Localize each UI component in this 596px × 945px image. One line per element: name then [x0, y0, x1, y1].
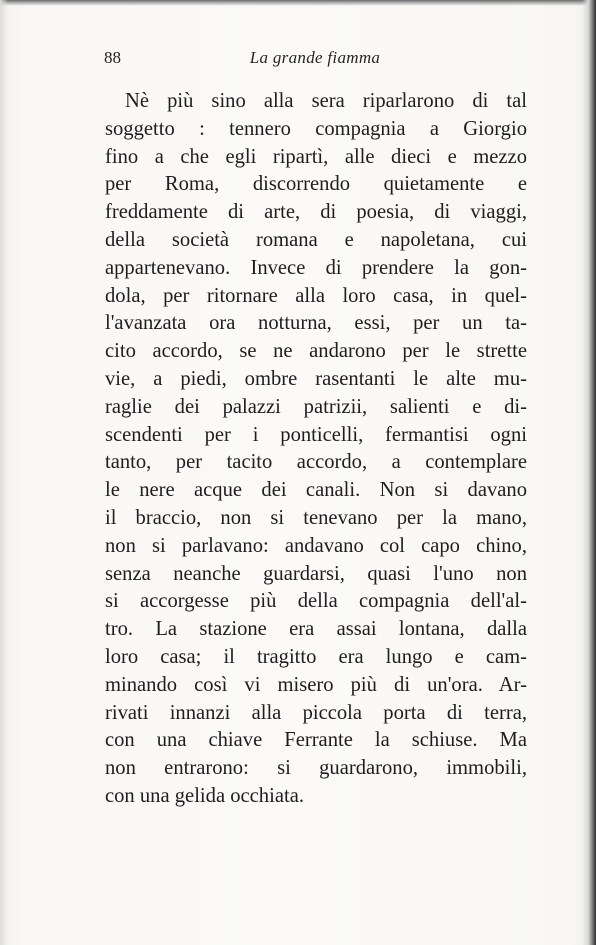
text-line: soggetto : tennero compagnia a Giorgio: [105, 117, 527, 140]
text-line: senza neanche guardarsi, quasi l'uno non: [105, 562, 527, 585]
text-line: con una chiave Ferrante la schiuse. Ma: [105, 729, 527, 752]
text-line: freddamente di arte, di poesia, di viaggi,: [105, 201, 527, 224]
text-line: tro. La stazione era assai lontana, dalla: [105, 618, 527, 641]
text-line: le nere acque dei canali. Non si davano: [105, 479, 527, 502]
text-line: dola, per ritornare alla loro casa, in quel-: [105, 284, 527, 307]
text-line: si accorgesse più della compagnia dell'al-: [105, 590, 527, 613]
text-line: raglie dei palazzi patrizii, salienti e di-: [105, 395, 527, 418]
scan-right-edge: [582, 0, 596, 945]
text-line: appartenevano. Invece di prendere la gon-: [105, 256, 527, 279]
text-line: il braccio, non si tenevano per la mano,: [105, 506, 527, 529]
text-line: vie, a piedi, ombre rasentanti le alte mu-: [105, 367, 527, 390]
text-line: non si parlavano: andavano col capo chino,: [105, 534, 527, 557]
text-line: rivati innanzi alla piccola porta di terra,: [105, 701, 527, 724]
text-line: della società romana e napoletana, cui: [105, 228, 527, 251]
text-line: fino a che egli ripartì, alle dieci e mezzo: [105, 145, 527, 168]
running-title: La grande fiamma: [249, 48, 381, 67]
scan-left-edge: [0, 0, 8, 945]
text-line: non entrarono: si guardarono, immobili,: [105, 757, 527, 780]
page-number: 88: [104, 48, 121, 67]
scan-top-edge: [0, 0, 596, 6]
text-line: loro casa; il tragitto era lungo e cam-: [105, 645, 527, 668]
page-header: [104, 48, 526, 72]
text-line: minando così vi misero più di un'ora. Ar-: [105, 673, 527, 696]
text-line: per Roma, discorrendo quietamente e: [105, 173, 527, 196]
page-bottom-margin: [104, 906, 524, 907]
text-line: scendenti per i ponticelli, fermantisi ogni: [105, 423, 527, 446]
text-line: tanto, per tacito accordo, a contemplare: [105, 451, 527, 474]
text-line: Nè più sino alla sera riparlarono di tal: [125, 90, 527, 112]
body-paragraph: [105, 88, 527, 811]
text-line: cito accordo, se ne andarono per le strette: [105, 340, 527, 363]
text-line: con una gelida occhiata.: [105, 784, 304, 807]
text-line: l'avanzata ora notturna, essi, per un ta-: [105, 312, 527, 335]
